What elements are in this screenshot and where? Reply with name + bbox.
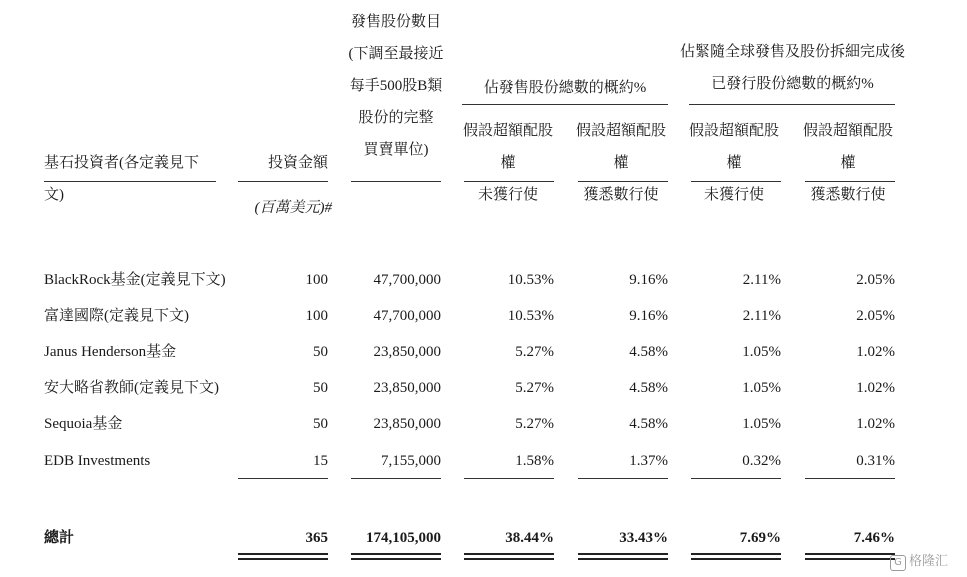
header-rule-amount (238, 181, 328, 182)
header-sub-c (682, 115, 786, 211)
cell-investor: BlackRock基金(定義見下文) (44, 272, 226, 288)
double-rule-shares (351, 553, 441, 560)
watermark-text: 格隆汇 (909, 554, 949, 569)
rule-above-total-shares (351, 478, 441, 479)
total-pct-b: 33.43% (619, 530, 668, 546)
cell-pct-b: 4.58% (629, 344, 668, 360)
header-rule-sub-a (464, 181, 554, 182)
total-pct-a: 38.44% (505, 530, 554, 546)
header-sub-d (796, 115, 900, 211)
cell-pct-c: 2.11% (742, 272, 781, 288)
double-rule-pct-b (578, 553, 668, 560)
total-label: 總計 (44, 530, 75, 546)
header-rule-group1 (462, 104, 668, 105)
cell-pct-c: 1.05% (742, 380, 781, 396)
double-rule-pct-a (464, 553, 554, 560)
header-sub-line: 獲悉數行使 (583, 187, 659, 203)
header-shares-line: 每手500股B類 (349, 78, 443, 94)
header-group-offer-pct: 佔發售股份總數的概約% (483, 80, 647, 96)
cell-investor: Sequoia基金 (44, 416, 123, 432)
cell-pct-d: 1.02% (856, 344, 895, 360)
cell-shares: 47,700,000 (373, 308, 441, 324)
cell-pct-c: 2.11% (742, 308, 781, 324)
cell-amount: 100 (305, 308, 328, 324)
cell-shares: 23,850,000 (373, 344, 441, 360)
cell-pct-d: 1.02% (856, 380, 895, 396)
header-sub-line: 假設超額配股權 (802, 123, 893, 171)
header-shares-line: 股份的完整 (358, 110, 434, 126)
cell-pct-b: 4.58% (629, 416, 668, 432)
rule-above-total-amount (238, 478, 328, 479)
cell-pct-b: 9.16% (629, 272, 668, 288)
watermark-logo-icon: G (890, 555, 906, 571)
header-shares-line: (下調至最接近 (348, 46, 444, 62)
header-group-issued-pct (680, 36, 905, 100)
header-rule-shares (351, 181, 441, 182)
cell-shares: 7,155,000 (381, 453, 441, 469)
total-shares: 174,105,000 (366, 530, 441, 546)
header-sub-line: 假設超額配股權 (462, 123, 553, 171)
cell-pct-a: 5.27% (515, 380, 554, 396)
cell-shares: 23,850,000 (373, 416, 441, 432)
double-rule-pct-d (805, 553, 895, 560)
header-amount-unit: (百萬美元)# (254, 200, 332, 216)
header-rule-sub-b (578, 181, 668, 182)
cell-amount: 100 (305, 272, 328, 288)
header-group2-line: 佔緊隨全球發售及股份拆細完成後 (680, 44, 906, 60)
cell-pct-b: 4.58% (629, 380, 668, 396)
cell-amount: 15 (313, 453, 328, 469)
cell-pct-a: 10.53% (507, 272, 554, 288)
header-sub-line: 未獲行使 (703, 187, 764, 203)
header-sub-line: 獲悉數行使 (810, 187, 886, 203)
header-sub-b (569, 115, 673, 211)
header-investor: 基石投資者(各定義見下文) (44, 155, 199, 203)
cell-pct-c: 0.32% (742, 453, 781, 469)
total-pct-d: 7.46% (853, 530, 895, 546)
header-group2-line: 已發行股份總數的概約% (711, 76, 874, 92)
cell-pct-d: 2.05% (856, 308, 895, 324)
cell-investor: 安大略省教師(定義見下文) (44, 380, 219, 396)
header-sub-a (456, 115, 560, 211)
header-sub-line: 假設超額配股權 (688, 123, 779, 171)
cell-amount: 50 (313, 416, 328, 432)
rule-above-total-pct-a (464, 478, 554, 479)
header-sub-line: 未獲行使 (477, 187, 538, 203)
cell-pct-c: 1.05% (742, 344, 781, 360)
cell-pct-b: 9.16% (629, 308, 668, 324)
header-shares-line: 買賣單位) (363, 142, 429, 158)
header-shares (346, 6, 446, 166)
cell-amount: 50 (313, 344, 328, 360)
cell-pct-b: 1.37% (629, 453, 668, 469)
header-rule-sub-d (805, 181, 895, 182)
cell-pct-a: 5.27% (515, 344, 554, 360)
cell-investor: Janus Henderson基金 (44, 344, 177, 360)
header-rule-group2 (689, 104, 895, 105)
cell-shares: 23,850,000 (373, 380, 441, 396)
header-shares-line: 發售股份數目 (350, 14, 441, 30)
cell-pct-a: 10.53% (507, 308, 554, 324)
cell-pct-d: 0.31% (856, 453, 895, 469)
rule-above-total-pct-c (691, 478, 781, 479)
watermark (890, 550, 948, 571)
header-rule-sub-c (691, 181, 781, 182)
rule-above-total-pct-d (805, 478, 895, 479)
cell-pct-a: 1.58% (515, 453, 554, 469)
cell-amount: 50 (313, 380, 328, 396)
total-amount: 365 (305, 530, 328, 546)
cell-investor: EDB Investments (44, 453, 151, 469)
cell-pct-a: 5.27% (515, 416, 554, 432)
total-pct-c: 7.69% (739, 530, 781, 546)
double-rule-pct-c (691, 553, 781, 560)
cell-pct-d: 2.05% (856, 272, 895, 288)
cell-pct-c: 1.05% (742, 416, 781, 432)
cell-investor: 富達國際(定義見下文) (44, 308, 189, 324)
header-rule-investor (44, 181, 216, 182)
double-rule-amount (238, 553, 328, 560)
header-amount: 投資金額 (267, 155, 328, 171)
cell-shares: 47,700,000 (373, 272, 441, 288)
header-sub-line: 假設超額配股權 (575, 123, 666, 171)
rule-above-total-pct-b (578, 478, 668, 479)
cell-pct-d: 1.02% (856, 416, 895, 432)
